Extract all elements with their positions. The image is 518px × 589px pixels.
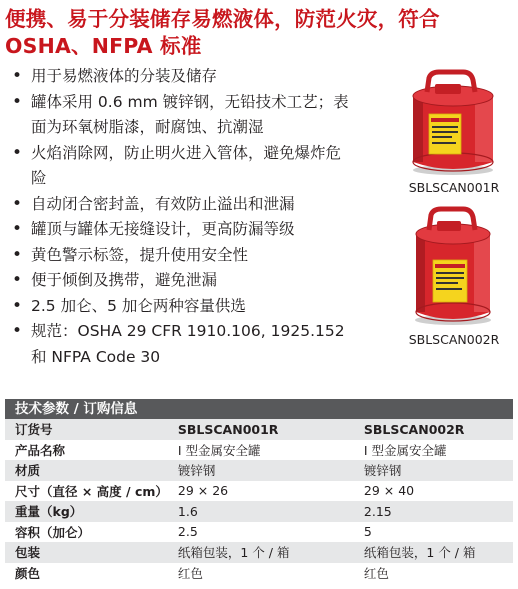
table-cell: 5 xyxy=(354,522,513,543)
table-row xyxy=(5,481,513,502)
title-line-2: OSHA、NFPA 标准 xyxy=(5,34,202,58)
table-row xyxy=(5,440,513,461)
feature-item: • 2.5 加仑、5 加仑两种容量供选 xyxy=(0,294,390,320)
feature-item: • 规范：OSHA 29 CFR 1910.106, 1925.152 和 NFPA Code 30 xyxy=(0,319,361,370)
table-row xyxy=(5,563,513,584)
table-cell: 产品名称 xyxy=(5,440,168,461)
table-cell: 纸箱包装，1 个 / 箱 xyxy=(168,542,354,563)
safety-can-image-small xyxy=(405,66,500,176)
table-cell: 镀锌钢 xyxy=(354,460,513,481)
feature-item: • 罐顶与罐体无接缝设计，更高防漏等级 xyxy=(0,217,390,243)
table-cell: 红色 xyxy=(168,563,354,584)
table-cell: 29 × 26 xyxy=(168,481,354,502)
table-cell: 2.5 xyxy=(168,522,354,543)
spec-table-header: 技术参数 / 订购信息 xyxy=(5,399,513,419)
feature-item: • 火焰消除网，防止明火进入管体，避免爆炸危险 xyxy=(0,141,351,192)
page-title xyxy=(5,6,517,60)
table-cell: 材质 xyxy=(5,460,168,481)
feature-list xyxy=(0,64,390,370)
table-row xyxy=(5,522,513,543)
feature-item: • 用于易燃液体的分装及储存 xyxy=(0,64,390,90)
table-cell: 订货号 xyxy=(5,419,168,440)
table-cell: 包装 xyxy=(5,542,168,563)
title-line-1: 便携、易于分装储存易燃液体，防范火灾，符合 xyxy=(5,7,440,31)
feature-item: • 罐体采用 0.6 mm 镀锌钢，无铅技术工艺；表面为环氧树脂漆，耐腐蚀、抗潮湿 xyxy=(0,90,351,141)
table-cell: 重量（kg） xyxy=(5,501,168,522)
product-caption: SBLSCAN001R xyxy=(408,180,500,195)
safety-can-image-tall xyxy=(411,204,496,326)
feature-item: • 自动闭合密封盖，有效防止溢出和泄漏 xyxy=(0,192,390,218)
table-cell: 颜色 xyxy=(5,563,168,584)
table-cell: 29 × 40 xyxy=(354,481,513,502)
table-row xyxy=(5,460,513,481)
table-cell: 容积（加仑） xyxy=(5,522,168,543)
table-cell: SBLSCAN002R xyxy=(354,419,513,440)
table-cell: 纸箱包装，1 个 / 箱 xyxy=(354,542,513,563)
table-cell: 镀锌钢 xyxy=(168,460,354,481)
table-row xyxy=(5,501,513,522)
feature-item: • 便于倾倒及携带，避免泄漏 xyxy=(0,268,390,294)
table-cell: SBLSCAN001R xyxy=(168,419,354,440)
table-cell: 尺寸（直径 × 高度 / cm） xyxy=(5,481,168,502)
product-caption: SBLSCAN002R xyxy=(408,332,500,347)
table-row xyxy=(5,419,513,440)
table-cell: I 型金属安全罐 xyxy=(354,440,513,461)
table-cell: I 型金属安全罐 xyxy=(168,440,354,461)
table-cell: 2.15 xyxy=(354,501,513,522)
feature-item: • 黄色警示标签，提升使用安全性 xyxy=(0,243,390,269)
spec-table xyxy=(5,419,513,583)
table-cell: 1.6 xyxy=(168,501,354,522)
table-cell: 红色 xyxy=(354,563,513,584)
table-row xyxy=(5,542,513,563)
